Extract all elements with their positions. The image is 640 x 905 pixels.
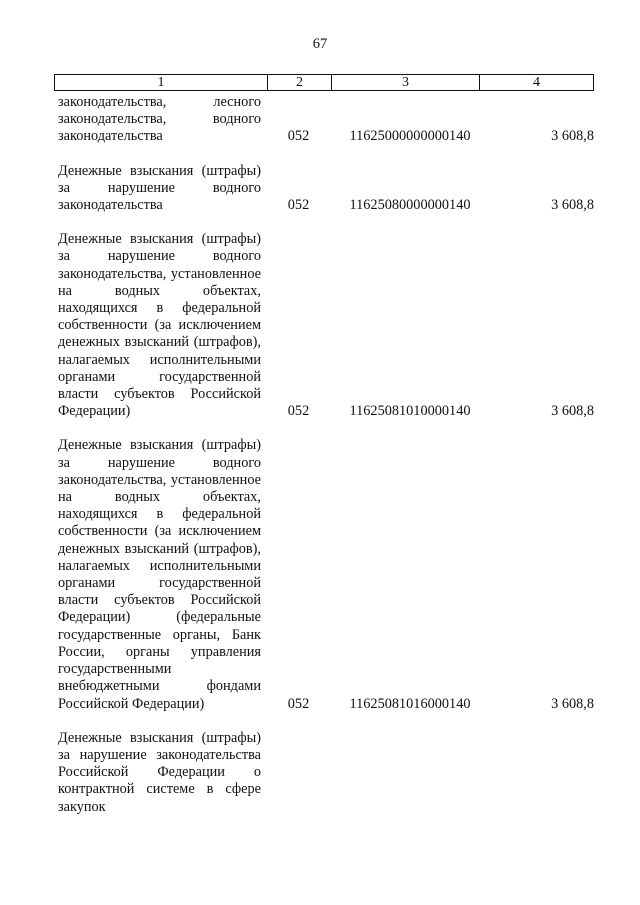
table-body xyxy=(58,94,598,816)
header-col-4: 4 xyxy=(479,75,593,90)
header-col-3: 3 xyxy=(331,75,479,90)
row-admin-code: 052 xyxy=(287,403,310,420)
table-row xyxy=(58,231,598,420)
table-row xyxy=(58,730,598,816)
row-description: законодательства, лесного законодательства, водного законодательства xyxy=(58,94,261,145)
row-description: Денежные взыскания (штрафы) за нарушение водного законодательства, установленное на водных объектах, находящихся в федеральной собственности (за исключением денежных взысканий (штрафов), налагаемых исполнительными органами государственной власти субъектов Российской Федерации) xyxy=(58,231,261,420)
row-budget-code: 11625080000000140 xyxy=(349,197,471,214)
row-admin-code: 052 xyxy=(287,695,310,712)
row-budget-code: 11625081010000140 xyxy=(349,403,471,420)
row-amount: 3 608,8 xyxy=(551,128,594,145)
row-description: Денежные взыскания (штрафы) за нарушение водного законодательства xyxy=(58,162,261,214)
row-budget-code: 11625081016000140 xyxy=(349,695,471,712)
header-col-2: 2 xyxy=(267,75,331,90)
table-row xyxy=(58,163,598,215)
page-number: 67 xyxy=(312,36,328,52)
row-description: Денежные взыскания (штрафы) за нарушение водного законодательства, установленное на водных объектах, находящихся в федеральной собственности (за исключением денежных взысканий (штрафов), налагаемых исполнительными органами государственной власти субъектов Российской Федерации) (федеральные государственные органы, Банк России, органы управления государственными внебюджетными фондами Российской Федерации) xyxy=(58,437,261,712)
table-row xyxy=(58,94,598,146)
row-budget-code: 11625000000000140 xyxy=(349,128,471,145)
row-description: Денежные взыскания (штрафы) за нарушение законодательства Российской Федерации о контрактной системе в сфере закупок xyxy=(58,729,261,815)
row-admin-code: 052 xyxy=(287,197,310,214)
row-amount: 3 608,8 xyxy=(551,197,594,214)
row-admin-code: 052 xyxy=(287,128,310,145)
row-amount: 3 608,8 xyxy=(551,695,594,712)
table-header xyxy=(54,74,594,91)
header-col-1: 1 xyxy=(157,75,165,90)
table-row xyxy=(58,437,598,712)
row-amount: 3 608,8 xyxy=(551,403,594,420)
